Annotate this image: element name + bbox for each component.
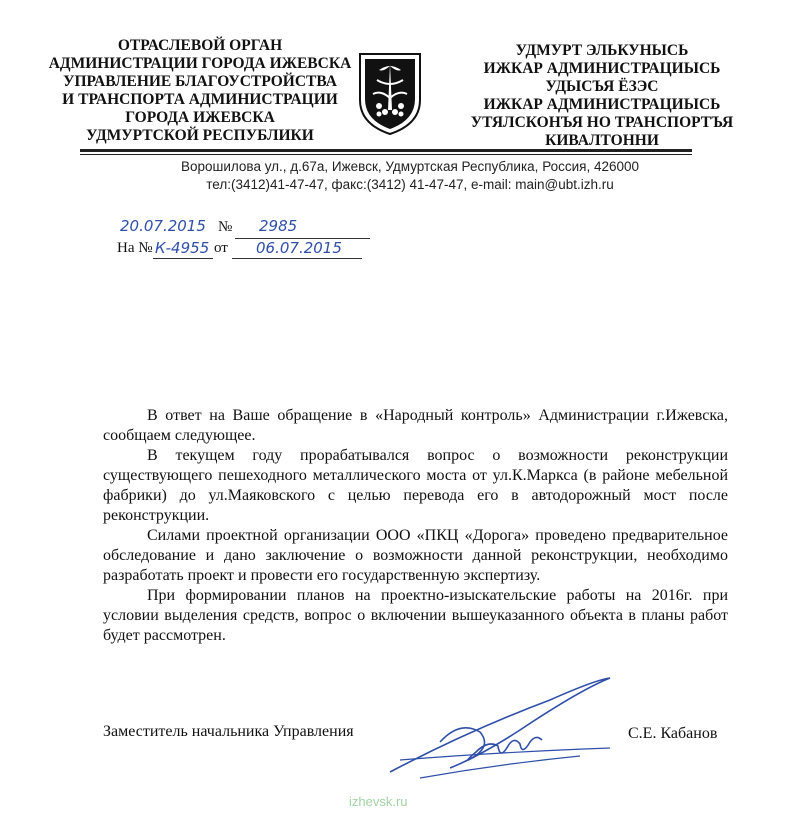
header-right-line: УДЫСЪЯ ЁЗЭС (545, 78, 659, 95)
outgoing-date: 20.07.2015 (120, 217, 206, 235)
header-left (48, 37, 352, 145)
header-right-line: ИЖКАР АДМИНИСТРАЦИЫСЬ (483, 60, 721, 77)
header-right-line: ИЖКАР АДМИНИСТРАЦИЫСЬ (483, 96, 721, 113)
header-left-line: И ТРАНСПОРТА АДМИНИСТРАЦИИ (62, 91, 338, 108)
header-right-line: КИВАЛТОННИ (545, 132, 659, 149)
signatory-name: С.Е. Кабанов (628, 725, 718, 742)
reply-number-underline (153, 258, 213, 259)
from-label: от (214, 240, 228, 256)
header-left-line: УДМУРТСКОЙ РЕСПУБЛИКИ (86, 127, 314, 144)
header-rule-thick (80, 149, 692, 152)
header-left-line: УПРАВЛЕНИЕ БЛАГОУСТРОЙСТВА (63, 73, 337, 90)
header-right-line: УТЯЛСКОНЪЯ НО ТРАНСПОРТЪЯ (470, 114, 734, 131)
outgoing-number: 2985 (259, 217, 298, 235)
body-paragraph: В текущем году прорабатывался вопрос о возможности реконструкции существующего пешеходного металлического моста от ул.К.Маркса (в районе мебельной фабрики) до ул.Маяковского с целью перевода его в автодорожный мост после реконструкции. (103, 447, 728, 524)
body-paragraph: В ответ на Ваше обращение в «Народный контроль» Администрации г.Ижевска, сообщаем следующее. (103, 407, 728, 444)
shield-icon (357, 50, 423, 136)
number-label: № (218, 219, 233, 235)
reply-date: 06.07.2015 (256, 239, 342, 257)
watermark: izhevsk.ru (349, 794, 408, 809)
header-right-line: УДМУРТ ЭЛЬКУНЫСЬ (515, 42, 689, 59)
header-left-line: ГОРОДА ИЖЕВСКА (125, 109, 275, 126)
handwritten-signature (380, 660, 640, 790)
header-rule-thin (80, 154, 692, 155)
header-left-line: АДМИНИСТРАЦИИ ГОРОДА ИЖЕВСКА (48, 55, 352, 72)
body-paragraph: При формировании планов на проектно-изыскательские работы на 2016г. при условии выделения средств, вопрос о включении вышеуказанного объекта в планы работ будет рассмотрен. (103, 587, 728, 644)
address-line: Ворошилова ул., д.67а, Ижевск, Удмуртская Республика, Россия, 426000 (180, 159, 640, 174)
contacts-line: тел:(3412)41-47-47, факс:(3412) 41-47-47, e-mail: main@ubt.izh.ru (206, 177, 614, 192)
coat-of-arms-emblem (357, 50, 423, 136)
reply-date-underline (232, 258, 362, 259)
reply-number: К-4955 (155, 239, 210, 257)
letter-body (103, 406, 728, 646)
header-left-line: ОТРАСЛЕВОЙ ОРГАН (117, 37, 283, 54)
signatory-position: Заместитель начальника Управления (103, 723, 354, 740)
reply-label: На № (117, 240, 153, 256)
body-paragraph: Силами проектной организации ООО «ПКЦ «Дорога» проведено предварительное обследование и дано заключение о возможности данной реконструкции, необходимо разработать проект и провести его государственную экспертизу. (103, 527, 728, 584)
header-right (452, 42, 752, 150)
